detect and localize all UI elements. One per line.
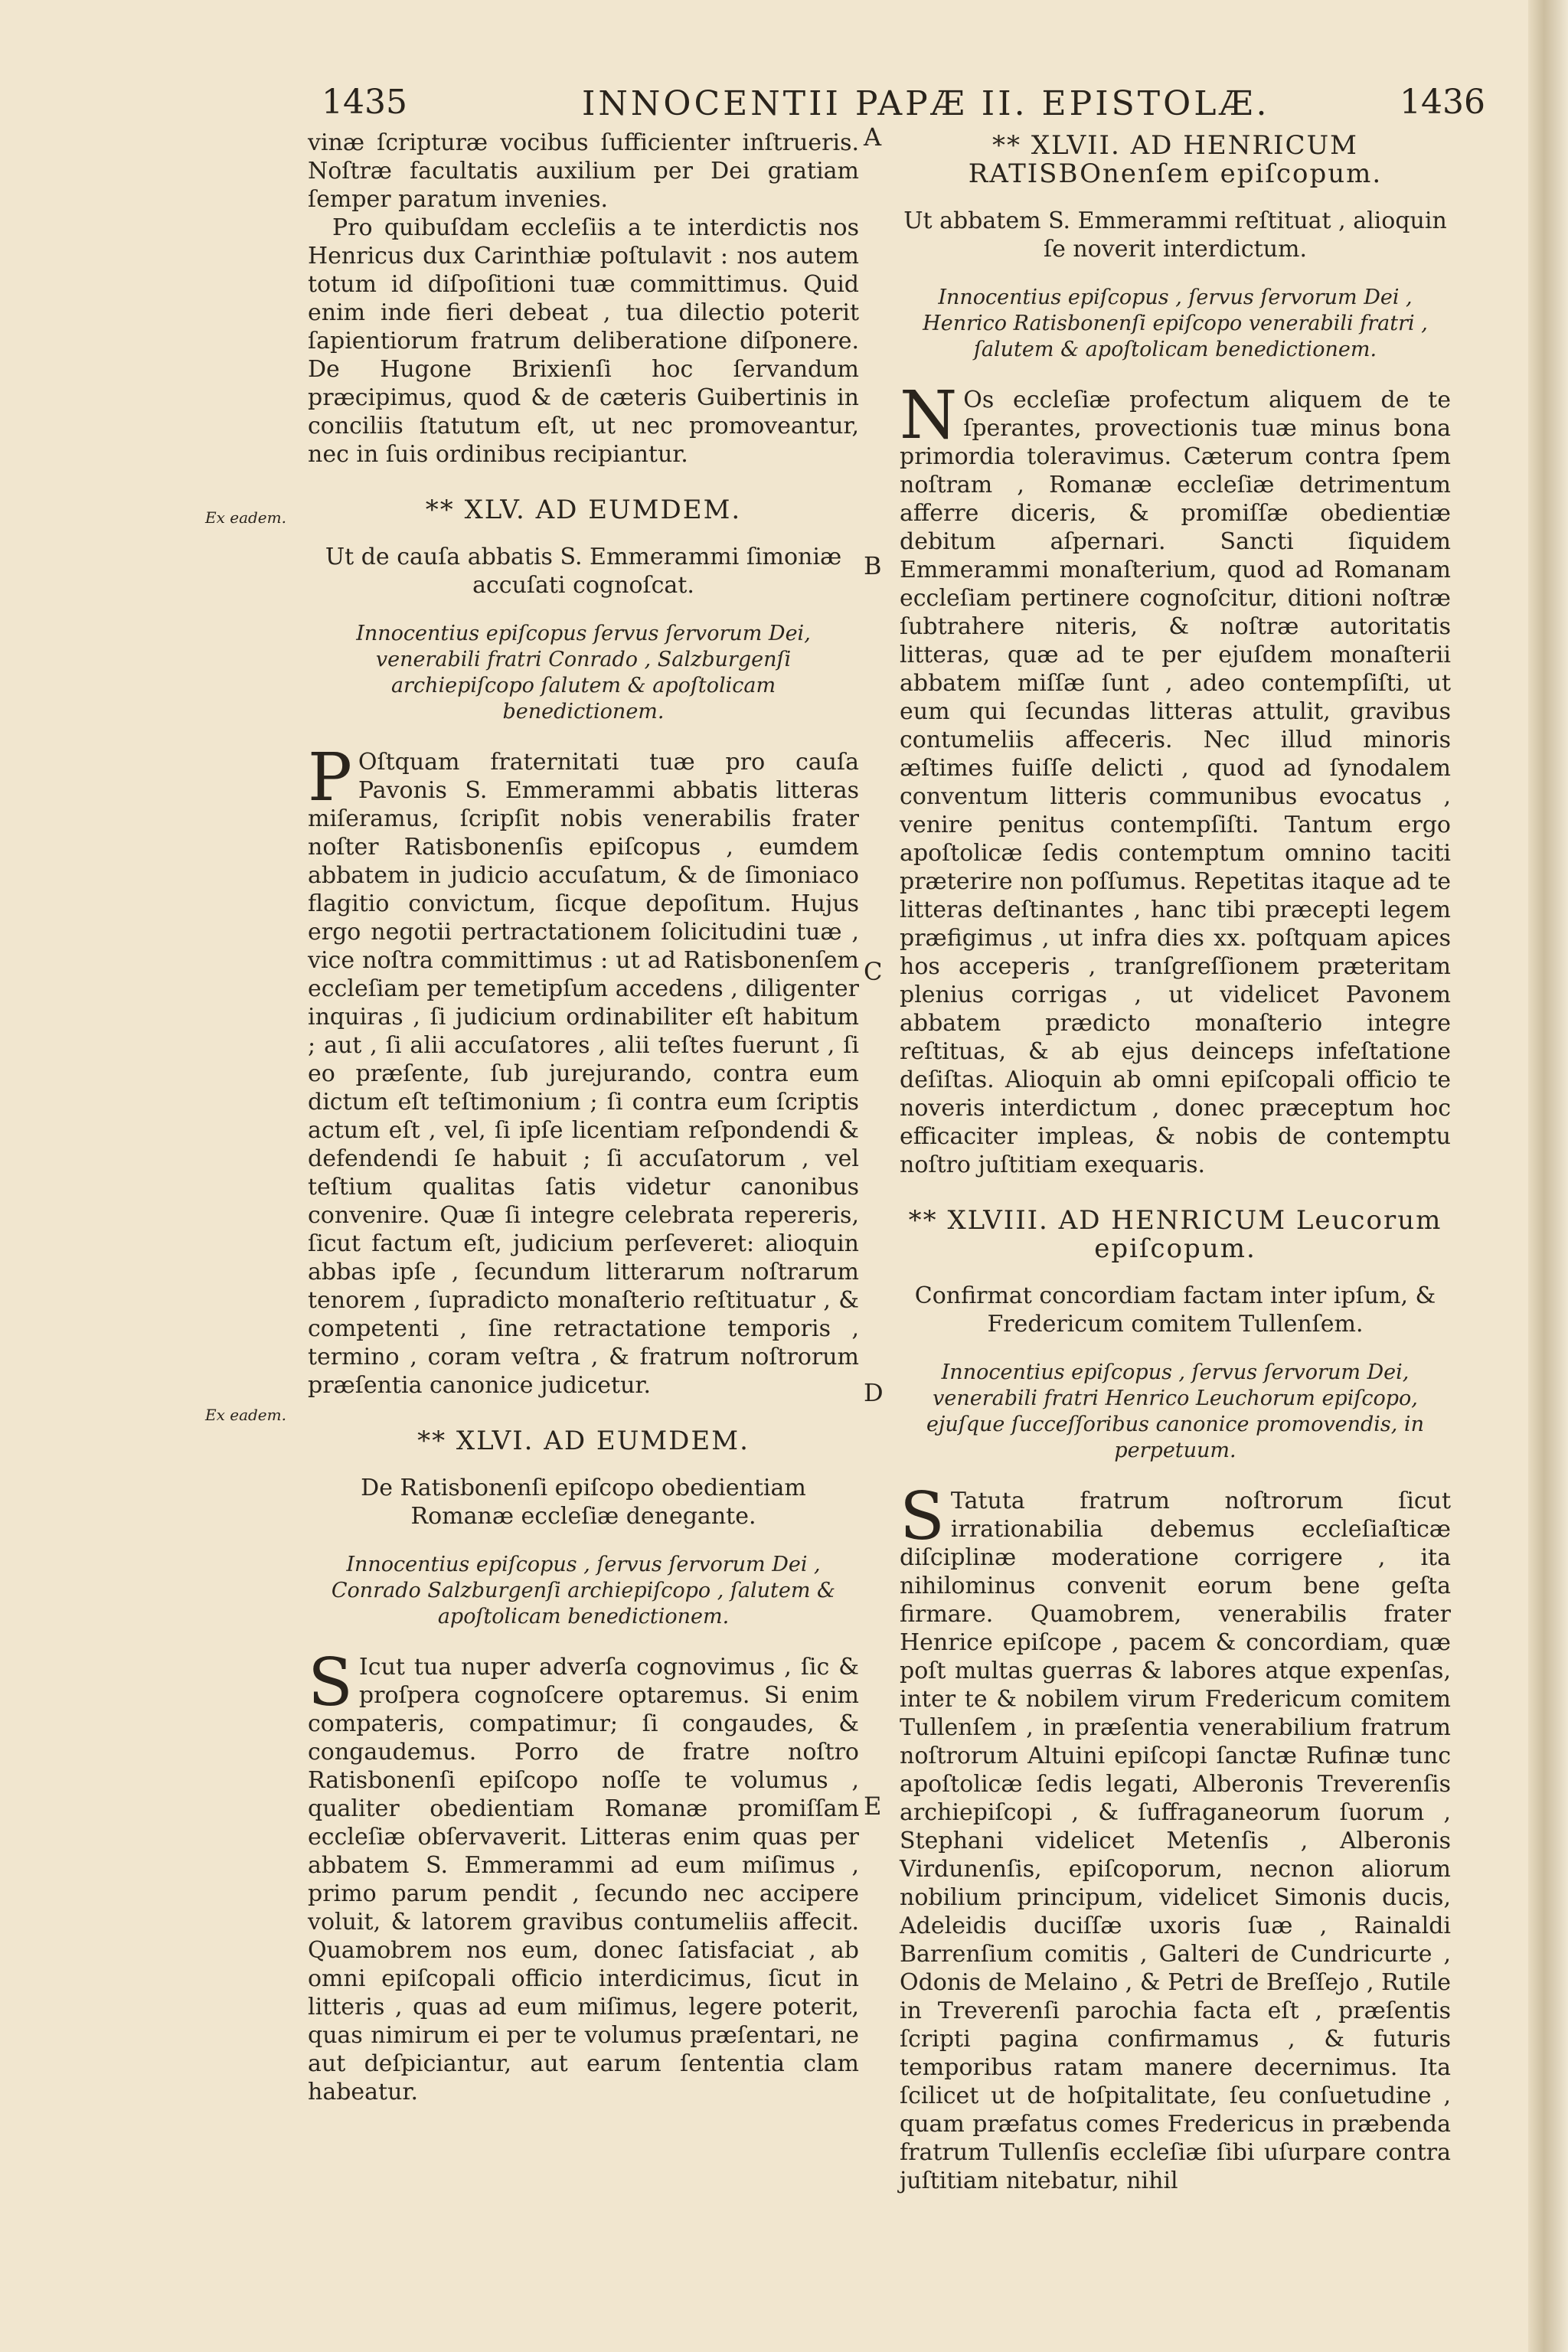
section-summary-xlvii: Ut abbatem S. Emmerammi reſtituat , alioquin ſe noverit interdictum. [903,207,1447,263]
drop-cap: S [900,1478,945,1555]
margin-letter-c: C [864,957,883,986]
margin-letter-d: D [864,1378,884,1407]
section-summary-xlviii: Confirmat concordiam factam inter ipſum, & Fredericum comitem Tullenſem. [914,1282,1436,1338]
letter-text: Oſtquam fraternitati tuæ pro cauſa Pavonis S. Emmerammi abbatis litteras miſeramus, ſcripſit nobis venerabilis frater noſter Ratisbonenſis epiſcopus , eumdem abbatem in judicio accuſatum, & de ſimoniaco flagitio convictum, ſicque depoſitum. Hujus ergo negotii pertractationem ſolicitudini tuæ , vice noſtra committimus : ut ad Ratisbonenſem eccleſiam per temetipſum accedens , diligenter inquiras , ſi judicium ordinabiliter eſt habitum ; aut , ſi alii accuſatores , alii teſtes fuerunt , ſi eo præſente, ſub jurejurando, contra eum dictum eſt teſtimonium ; ſi contra eum ſcriptis actum eſt , vel, ſi ipſe licentiam reſpondendi & defendendi ſe habuit ; ſi accuſatorum , vel teſtium qualitas ſatis videtur canonibus convenire. Quæ ſi integre celebrata repereris, ſicut factum eſt, judicium perſeveret: alioquin abbas ipſe , ſecundum litterarum noſtrarum tenorem , ſupradicto monaſterio reſtituatur , & competenti , ſine retractatione temporis , termino , coram veſtra , & fratrum noſtrorum præſentia canonice judicetur. [308,749,859,1399]
section-title-xlviii: ** XLVIII. AD HENRICUM Leucorum epiſcopum. [908,1205,1442,1264]
section-title-xlvi: ** XLVI. AD EUMDEM. [417,1426,750,1456]
running-header [322,83,1485,129]
page-number-right: 1436 [1400,83,1485,122]
margin-letter-a: A [864,122,882,152]
salutation-xlv: Innocentius epiſcopus ſervus ſervorum Dei, venerabili fratri Conrado , Salzburgenſi archiepiſcopo ſalutem & apoſtolicam benedictionem. [356,622,811,724]
letter-text: Tatuta fratrum noſtrorum ſicut irrationabilia debemus eccleſiaſticæ diſciplinæ moderatione corrigere , ita nihilominus convenit eorum bene geſta firmare. Quamobrem, venerabilis frater Henrice epiſcope , pacem & concordiam, quæ poſt multas guerras & labores atque expenſas, inter te & nobilem virum Fredericum comitem Tullenſem , in præſentia venerabilium fratrum noſtrorum Altuini epiſcopi ſanctæ Rufinæ tunc apoſtolicæ ſedis legati, Alberonis Treverenſis archiepiſcopi , & ſuffraganeorum ſuorum , Stephani videlicet Metenſis , Alberonis Virdunenſis, epiſcoporum, necnon aliorum nobilium principum, videlicet Simonis ducis, Adeleidis duciſſæ uxoris ſuæ , Rainaldi Barrenſium comitis , Galteri de Cundricurte , Odonis de Melaino , & Petri de Breſſejo , Rutile in Treverenſi parochia facta eſt , præſentis ſcripti pagina confirmamus , & futuris temporibus ratam manere decernimus. Ita ſcilicet ut de hoſpitalitate, ſeu conſuetudine , quam præfatus comes Fredericus in præbenda fratrum Tullenſis eccleſiæ ſibi uſurpare contra juſtitiam nitebatur, nihil [900,1488,1451,2194]
adjacent-page-gutter [1528,0,1568,2352]
drop-cap: N [900,377,958,454]
margin-note-ex-eadem: Ex eadem. [205,508,286,527]
letter-text: Icut tua nuper adverſa cognovimus , ſic & proſpera cognoſcere optaremus. Si enim compateris, compatimur; ſi congaudes, & congaudemus. Porro de fratre noſtro Ratisbonenſi epiſcopo noſſe te volumus , qualiter obedientiam Romanæ promiſſam eccleſiæ obſervaverit. Litteras enim quas per abbatem S. Emmerammi ad eum miſimus , primo parum pendit , ſecundo nec accipere voluit, & latorem gravibus contumeliis affecit. Quamobrem nos eum, donec ſatisfaciat , ab omni epiſcopali officio interdicimus, ſicut in litteris , quas ad eum miſimus, legere poterit, quas nimirum ei per te volumus præſentari, ne aut deſpiciantur, aut earum ſententia clam habeatur. [308,1654,859,2105]
salutation-xlviii: Innocentius epiſcopus , ſervus ſervorum Dei, venerabili fratri Henrico Leuchorum epiſcopo, ejuſque ſucceſſoribus canonice promovendis, in perpetuum. [926,1361,1424,1462]
paragraph: Pro quibuſdam eccleſiis a te interdictis nos Henricus dux Carinthiæ poſtulavit : nos autem totum id diſpoſitioni tuæ committimus. Quid enim inde fieri debeat , tua dilectio poterit ſapientiorum fratrum deliberatione diſponere. De Hugone Brixienſi hoc ſervandum præcipimus, quod & de cæteris Guibertinis in conciliis ſtatutum eſt, ut nec promoveantur, nec in ſuis ordinibus recipiantur. [308,214,859,468]
section-summary-xlvi: De Ratisbonenſi epiſcopo obedientiam Romanæ eccleſiæ denegante. [361,1475,806,1530]
left-column [308,129,859,2106]
margin-letter-b: B [864,551,882,580]
drop-cap: P [308,740,352,816]
margin-letter-e: E [864,1792,882,1821]
section-summary-xlv: Ut de cauſa abbatis S. Emmerammi ſimoniæ accuſati cognoſcat. [325,544,842,599]
section-title-xlv: ** XLV. AD EUMDEM. [425,495,742,525]
letter-continuation: vinæ ſcripturæ vocibus ſufficienter inſtrueris. Noſtræ facultatis auxilium per Dei gratiam ſemper paratum invenies. [308,129,859,213]
drop-cap: S [308,1645,353,1721]
letter-body-xlv [308,740,859,1400]
running-title: INNOCENTII PAPÆ II. EPISTOLÆ. [582,84,1270,123]
page-number-left: 1435 [322,83,407,122]
section-title-xlvii: ** XLVII. AD HENRICUM RATISBOnenſem epiſcopum. [968,130,1383,189]
salutation-xlvii: Innocentius epiſcopus , ſervus ſervorum Dei , Henrico Ratisbonenſi epiſcopo venerabili fratri , ſalutem & apoſtolicam benedictionem. [923,286,1428,361]
letter-body-xlviii [900,1478,1451,2195]
margin-note-ex-eadem: Ex eadem. [205,1406,286,1424]
letter-text: Os eccleſiæ profectum aliquem de te ſperantes, provectionis tuæ minus bona primordia toleravimus. Cæterum contra ſpem noſtram , Romanæ eccleſiæ detrimentum afferre diceris, & promiſſæ obedientiæ debitum aſpernari. Sancti ſiquidem Emmerammi monaſterium, quod ad Romanam eccleſiam pertinere cognoſcitur, ditioni noſtræ ſubtrahere niteris, & noſtræ autoritatis litteras, quæ ad te per ejuſdem monaſterii abbatem miſſæ ſunt , adeo contempſiſti, ut eum qui ſecundas litteras attulit, gravibus contumeliis affeceris. Nec illud minoris æſtimes fuiſſe delicti , quod ad ſynodalem conventum litteris communibus evocatus , venire penitus contempſiſti. Tantum ergo apoſtolicæ ſedis contemptum omnino taciti præterire non poſſumus. Repetitas itaque ad te litteras deſtinantes , hanc tibi præcepti legem præfigimus , ut infra dies xx. poſtquam apices hos acceperis , tranſgreſſionem præteritam plenius corrigas , ut videlicet Pavonem abbatem prædicto monaſterio integre reſtituas, & ab ejus deinceps infeſtatione deſiſtas. Alioquin ab omni epiſcopali officio te noveris interdictum , donec præceptum hoc efficaciter impleas, & nobis de contemptu noſtro juſtitiam exequaris. [900,387,1451,1178]
letter-body-xlvii [900,377,1451,1179]
right-column [900,129,1451,2195]
letter-body-xlvi [308,1645,859,2106]
salutation-xlvi: Innocentius epiſcopus , ſervus ſervorum Dei , Conrado Salzburgenſi archiepiſcopo , ſalutem & apoſtolicam benedictionem. [331,1553,836,1628]
